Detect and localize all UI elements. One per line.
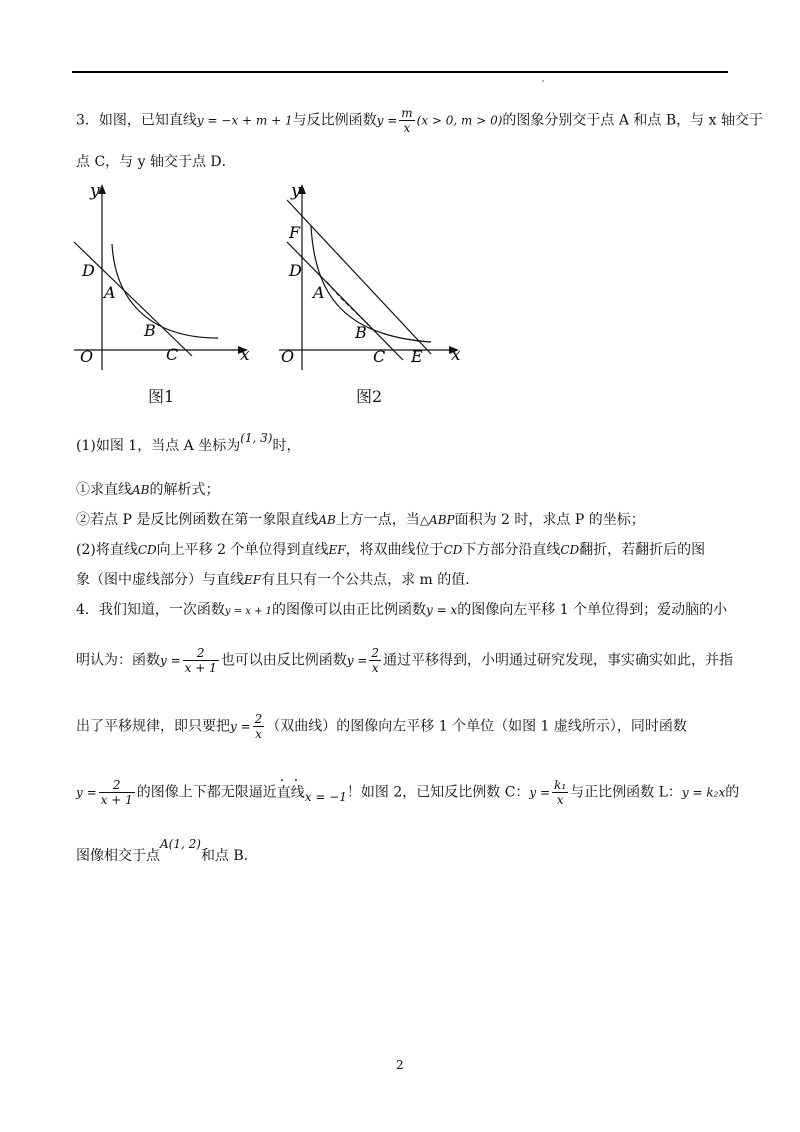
p3-q2-text: ，将双曲线位于 <box>345 542 444 558</box>
p3-q1-coord: (1, 3) <box>240 431 273 445</box>
p4-asymptote-eq: x = −1 <box>304 789 347 804</box>
p3-q1 <box>76 431 301 456</box>
header-rule <box>72 71 728 73</box>
p3-q2-cd: CD <box>137 543 157 557</box>
p3-q1-1 <box>76 480 219 500</box>
p4-linear-eq: y = x + 1 <box>224 606 273 617</box>
p4-emphasis-char: 线 <box>290 784 305 801</box>
p4-text: 的图像上下都无限逼近 <box>136 784 277 801</box>
p4-line5 <box>76 837 258 866</box>
p4-fraction-k1-over-x: $\frac{\text{k₁}}{x}$ <box>554 778 567 807</box>
figure-2 <box>275 178 470 382</box>
p4-text: 4．我们知道，一次函数 <box>76 602 225 618</box>
p4-proportional-eq: y = x <box>426 603 458 617</box>
p3-q2-cd: CD <box>560 543 580 557</box>
page-number: 2 <box>396 1058 404 1072</box>
p4-text: 的图像可以由正比例函数 <box>272 602 427 618</box>
p4-text: （双曲线）的图像向左平移 1 个单位（如图 1 虚线所示），同时函数 <box>266 718 687 735</box>
p4-text: ！如图 2，已知反比例数 C： <box>346 784 530 801</box>
p4-text: 的图像向左平移 1 个单位得到；爱动脑的小 <box>457 602 728 618</box>
fig1-label-d: D <box>82 261 95 280</box>
p4-text: 通过平移得到，小明通过研究发现，事实确实如此，并指 <box>383 652 734 669</box>
p4-line2 <box>76 646 733 675</box>
p4-line4 <box>76 778 739 807</box>
fig2-label-y: y <box>291 181 301 201</box>
p4-fraction-2-over-x-plus-1: $\frac{2}{x + 1}$ <box>184 646 217 675</box>
fig1-label-b: B <box>144 321 156 340</box>
p4-line1 <box>76 600 727 622</box>
fig1-label-x: x <box>240 345 250 365</box>
p4-proportional-k2: y = k₂x <box>681 785 726 800</box>
p3-q2-cd: CD <box>443 543 463 557</box>
p3-q1-text: 时， <box>272 438 301 454</box>
p3-q2-text: 向上平移 2 个单位得到直线 <box>156 542 329 558</box>
p4-eq-lhs: y = <box>529 785 551 800</box>
p4-text: 的 <box>725 784 740 801</box>
fig1-hyperbola <box>112 244 218 338</box>
p4-fraction-2-over-x: $\frac{2}{x}$ <box>371 646 380 675</box>
p4-line3 <box>76 712 687 741</box>
fig2-label-o: O <box>281 347 295 366</box>
fig1-label-c: C <box>166 345 179 364</box>
fig2-label-b: B <box>355 323 367 342</box>
fig2-label-d: D <box>289 261 302 280</box>
p4-fraction-2-over-x-plus-1: $\frac{2}{x + 1}$ <box>100 778 133 807</box>
p4-text: 出了平移规律，即只要把 <box>76 718 230 735</box>
p3-q1-2-text: 上方一点，当 <box>335 512 420 528</box>
stray-dot <box>542 80 544 82</box>
fig2-label-c: C <box>373 347 386 366</box>
fig2-label-x: x <box>451 345 461 365</box>
p3-condition: (x > 0, m > 0) <box>416 113 503 128</box>
p3-q1-2-text: ②若点 P 是反比例函数在第一象限直线 <box>76 512 319 528</box>
p3-q2 <box>76 540 705 560</box>
p4-text: 明认为：函数 <box>76 652 160 669</box>
fig2-label-f: F <box>289 223 301 242</box>
p3-line1 <box>76 106 763 135</box>
p4-emphasis-char: 直 <box>276 784 291 801</box>
p3-text: 的图象分别交于点 A 和点 B，与 x 轴交于 <box>502 112 763 129</box>
p3-inverse-fraction: $\frac{m}{x}$ <box>401 106 413 135</box>
p4-eq-lhs: y = <box>160 653 181 668</box>
p3-q2-text: 下方部分沿直线 <box>462 542 561 558</box>
figure-1 <box>70 178 270 382</box>
p3-q1-2-ab: AB <box>318 513 336 527</box>
p3-q1-1-text: 的解析式； <box>149 482 220 498</box>
p4-text: 图像相交于点 <box>76 848 160 864</box>
p4-eq-lhs: y = <box>346 653 368 668</box>
p3-q1-text: (1)如图 1，当点 A 坐标为 <box>76 438 241 454</box>
p3-q1-1-ab: AB <box>132 483 150 497</box>
p3-q1-2-text: 面积为 2 时，求点 P 的坐标； <box>454 512 645 528</box>
p4-eq-lhs: y = <box>230 719 251 734</box>
p3-q1-2 <box>76 510 645 530</box>
p3-q2-text: 翻折，若翻折后的图 <box>579 542 706 558</box>
fig1-label-a: A <box>104 283 116 302</box>
p4-text: 与正比例函数 L： <box>570 784 682 801</box>
fig1-label-y: y <box>90 181 100 201</box>
p3-q2-text: (2)将直线 <box>76 542 138 558</box>
fig2-line-cd <box>287 242 403 360</box>
p4-text: 也可以由反比例函数 <box>220 652 347 669</box>
fig2-label-a: A <box>313 283 325 302</box>
p3-line2: 点 C，与 y 轴交于点 D． <box>76 154 236 170</box>
p3-inverse-lhs: y = <box>376 113 398 128</box>
p3-line-equation: y = −x + m + 1 <box>196 113 293 128</box>
p3-q2-text: 象（图中虚线部分）与直线 <box>76 572 244 588</box>
p3-q1-1-text: ①求直线 <box>76 482 132 498</box>
p3-q2-ef: EF <box>244 573 262 587</box>
p3-text: 3．如图，已知直线 <box>76 112 197 129</box>
p4-eq-lhs: y = <box>76 785 97 800</box>
fig1-label-o: O <box>80 347 94 366</box>
fig1-line-ab <box>74 242 192 356</box>
p4-point-a: A(1, 2) <box>160 837 201 851</box>
p3-q2-ef: EF <box>328 543 346 557</box>
fig2-label-e: E <box>411 347 423 366</box>
p3-q2-text: 有且只有一个公共点，求 m 的值． <box>261 572 480 588</box>
fig2-caption: 图2 <box>356 387 383 406</box>
p4-text: 和点 B． <box>200 848 258 864</box>
p4-fraction-2-over-x: $\frac{2}{x}$ <box>254 712 263 741</box>
p3-text: 与反比例函数 <box>292 112 377 129</box>
p3-q2-line2 <box>76 570 479 590</box>
p3-q1-2-triangle: △ABP <box>419 513 455 527</box>
fig1-caption: 图1 <box>148 387 175 406</box>
